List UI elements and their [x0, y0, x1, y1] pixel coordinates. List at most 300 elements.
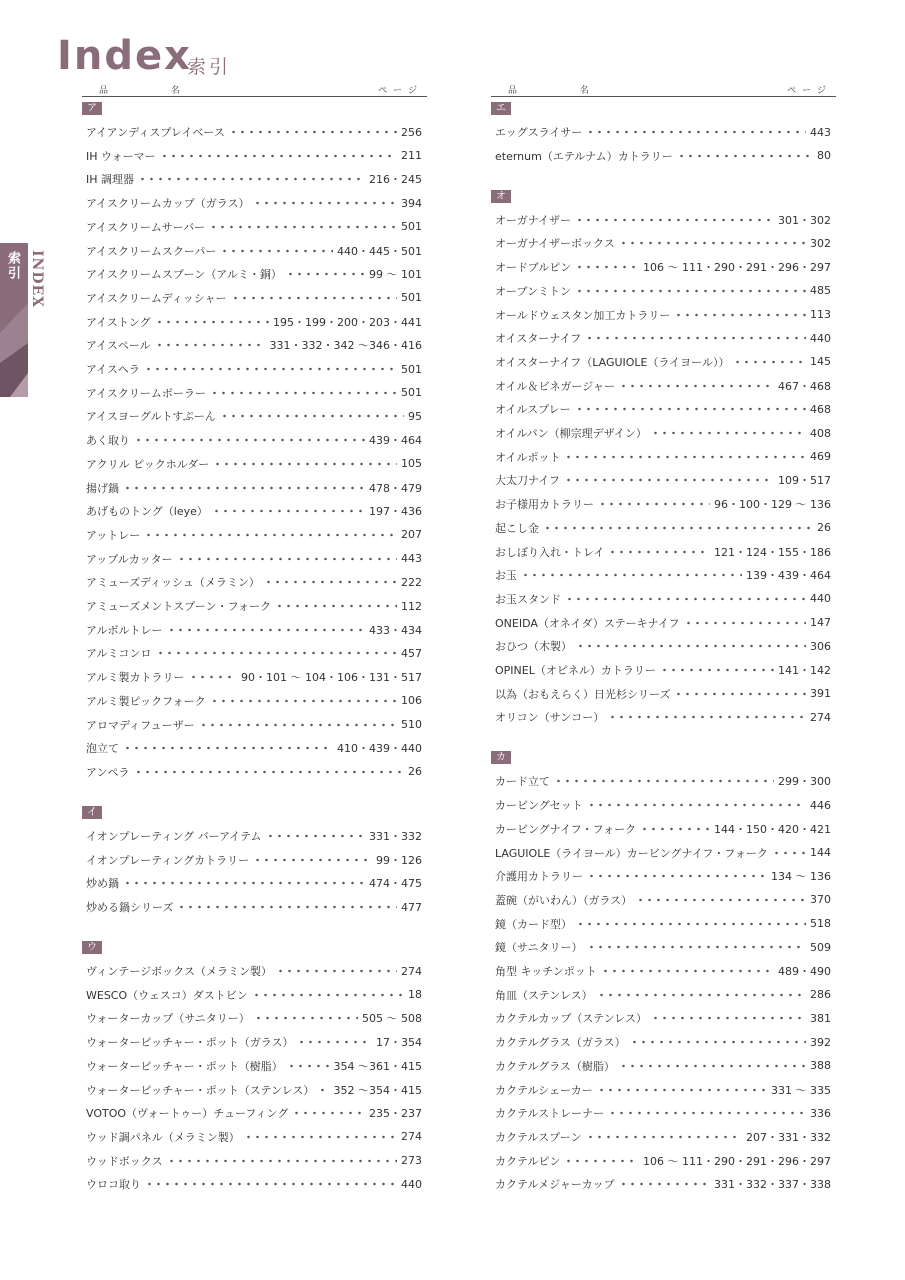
index-entry — [495, 1151, 831, 1171]
entry-name: アットレー — [86, 528, 141, 542]
entry-page: 477 — [401, 900, 422, 914]
entry-page: 501 — [401, 291, 422, 305]
entry-page: 370 — [810, 893, 831, 907]
entry-name: 鏡（サニタリー） — [495, 941, 583, 955]
leader-dots — [619, 384, 774, 388]
entry-name: オイル＆ビネガージャー — [495, 379, 616, 393]
leader-dots — [636, 898, 806, 902]
index-entry — [495, 122, 831, 142]
entry-page: 141・142 — [778, 664, 831, 677]
entry-name: お玉 — [495, 569, 517, 583]
entry-name: 鏡（カード型） — [495, 917, 572, 931]
leader-dots — [608, 550, 710, 554]
entry-name: オイスターナイフ — [495, 332, 582, 346]
index-title-ja: 索引 — [187, 56, 232, 78]
index-entry — [495, 589, 831, 609]
index-entry — [86, 643, 422, 663]
index-entry — [86, 1056, 422, 1076]
index-entry — [495, 795, 831, 815]
leader-dots — [134, 770, 404, 774]
index-entry — [495, 707, 831, 727]
index-entry — [495, 1056, 831, 1076]
leader-dots — [254, 1016, 358, 1020]
entry-name: オーガナイザー — [495, 213, 572, 227]
leader-dots — [597, 993, 806, 997]
index-entry — [495, 281, 831, 301]
entry-page: 144 — [810, 846, 831, 859]
leader-dots — [575, 265, 639, 269]
leader-dots — [565, 597, 806, 601]
index-entry — [495, 937, 831, 957]
entry-name: アイスクリームカップ（ガラス） — [86, 197, 250, 211]
entry-name: アイスヘラ — [86, 363, 140, 376]
index-entry — [86, 217, 422, 237]
index-entry — [495, 961, 831, 981]
index-entry — [495, 518, 831, 538]
index-entry — [495, 1008, 831, 1028]
leader-dots — [275, 604, 397, 608]
leader-dots — [220, 249, 333, 253]
entry-name: ウッド調パネル（メラミン製） — [86, 1130, 240, 1144]
entry-page: 440 — [810, 331, 831, 345]
section-label: イ — [82, 806, 102, 819]
leader-dots — [674, 692, 806, 696]
entry-page: 113 — [810, 308, 831, 321]
entry-page: 518 — [810, 917, 831, 931]
entry-name: ウッドボックス — [86, 1154, 163, 1168]
entry-name: アイスクリームスプーン（アルミ・銅） — [86, 268, 282, 282]
leader-dots — [684, 621, 806, 625]
index-entry — [495, 210, 831, 230]
entry-name: カクテルスプーン — [495, 1130, 582, 1144]
leader-dots — [619, 241, 806, 245]
leader-dots — [220, 414, 404, 418]
index-entry — [495, 565, 831, 585]
index-entry — [86, 826, 422, 846]
leader-dots — [145, 1182, 397, 1186]
leader-dots — [212, 509, 365, 513]
entry-page: 468 — [810, 402, 831, 416]
index-entry — [495, 819, 831, 839]
entry-page: 388 — [810, 1059, 831, 1073]
entry-page: 222 — [401, 575, 422, 589]
index-entry — [86, 596, 422, 616]
entry-page: 109・517 — [778, 474, 831, 488]
leader-dots — [608, 715, 806, 719]
leader-dots — [297, 1040, 372, 1044]
entry-page: 106 — [401, 694, 422, 708]
entry-name: WESCO（ウェスコ）ダストビン — [86, 988, 248, 1002]
leader-dots — [253, 201, 397, 205]
index-entry — [495, 494, 831, 514]
leader-dots — [287, 1064, 330, 1068]
index-entry — [86, 525, 422, 545]
leader-dots — [586, 130, 806, 134]
entry-page: 207・331・332 — [746, 1130, 831, 1144]
leader-dots — [189, 675, 237, 679]
entry-name: ウロコ取り — [86, 1178, 141, 1192]
leader-dots — [619, 1182, 710, 1186]
entry-page: 274 — [810, 710, 831, 724]
entry-name: オイスターナイフ（LAGUIOLE（ライヨール）） — [495, 355, 730, 369]
leader-dots — [564, 478, 774, 482]
entry-page: 467・468 — [778, 379, 831, 393]
entry-page: 306 — [810, 639, 831, 653]
entry-name: 泡立て — [86, 742, 119, 756]
section-label: ア — [82, 102, 102, 115]
leader-dots — [575, 407, 806, 411]
entry-page: 302 — [810, 236, 831, 250]
entry-page: 121・124・155・186 — [714, 545, 831, 559]
entry-name: カクテルグラス（ガラス） — [495, 1036, 626, 1050]
index-entry — [86, 1080, 422, 1100]
index-entry — [86, 288, 422, 308]
leader-dots — [123, 486, 365, 490]
leader-dots — [543, 526, 813, 530]
entry-name: カクテルカップ（ステンレス） — [495, 1012, 647, 1026]
index-entry — [495, 376, 831, 396]
index-entry — [86, 715, 422, 735]
leader-dots — [209, 225, 397, 229]
leader-dots — [564, 1159, 639, 1163]
entry-name: 起こし金 — [495, 521, 539, 535]
entry-page: 489・490 — [778, 965, 831, 978]
entry-page: 336 — [810, 1106, 831, 1120]
leader-dots — [318, 1088, 329, 1092]
entry-name: カクテルグラス（樹脂） — [495, 1059, 615, 1073]
entry-page: 286 — [810, 988, 831, 1002]
side-index-label: INDEX — [29, 250, 45, 309]
entry-page: 299・300 — [778, 775, 831, 789]
leader-dots — [651, 431, 806, 435]
entry-page: 331・332・342 ～346・416 — [269, 339, 422, 353]
leader-dots — [640, 827, 710, 831]
leader-dots — [155, 320, 269, 324]
index-entry — [86, 169, 422, 189]
index-entry — [495, 843, 831, 863]
index-entry — [495, 447, 831, 467]
leader-dots — [772, 851, 806, 855]
side-tab-label: 索引 — [5, 251, 20, 281]
leader-dots — [587, 874, 767, 878]
entry-page: 17・354 — [376, 1036, 422, 1050]
entry-page: 145 — [810, 355, 831, 369]
entry-page: 207 — [401, 528, 422, 542]
index-entry — [86, 241, 422, 261]
entry-name: アミューズメントスプーン・フォーク — [86, 600, 272, 613]
leader-dots — [264, 580, 397, 584]
entry-name: アイスクリームスクーパー — [86, 244, 217, 258]
leader-dots — [286, 272, 365, 276]
index-entry — [86, 478, 422, 498]
entry-name: 炒める鍋シリーズ — [86, 901, 174, 914]
entry-page: 256 — [401, 125, 422, 139]
entry-page: 408 — [810, 426, 831, 440]
entry-page: 501 — [401, 220, 422, 234]
entry-page: 274 — [401, 964, 422, 978]
entry-page: 440・445・501 — [337, 244, 422, 258]
leader-dots — [244, 1135, 397, 1139]
entry-page: 352 ～354・415 — [333, 1083, 422, 1097]
entry-name: LAGUIOLE（ライヨール）カービングナイフ・フォーク — [495, 846, 768, 860]
entry-page: 273 — [401, 1154, 422, 1168]
leader-dots — [575, 289, 806, 293]
entry-page: 410・439・440 — [337, 742, 422, 756]
index-entry — [495, 1127, 831, 1147]
index-entry — [495, 257, 831, 277]
index-entry — [495, 985, 831, 1005]
leader-dots — [266, 834, 365, 838]
index-entry — [86, 667, 422, 687]
entry-name: アイアンディスプレイベース — [86, 126, 225, 139]
entry-name: あく取り — [86, 434, 130, 448]
entry-name: オイルポット — [495, 450, 561, 464]
index-entry — [86, 1008, 422, 1028]
index-entry — [495, 660, 831, 680]
entry-page: 144・150・420・421 — [714, 822, 831, 836]
entry-page: 95 — [408, 409, 422, 423]
entry-page: 485 — [810, 284, 831, 298]
entry-page: 331・332・337・338 — [714, 1178, 831, 1192]
entry-page: 96・100・129 ～ 136 — [714, 498, 831, 512]
entry-name: オーブンミトン — [495, 284, 572, 298]
section-label: オ — [491, 190, 511, 203]
entry-page: 469 — [810, 450, 831, 464]
leader-dots — [177, 905, 397, 909]
entry-name: イオンプレーティングカトラリー — [86, 853, 250, 867]
entry-page: 197・436 — [369, 505, 422, 519]
entry-name: アイスペール — [86, 339, 151, 353]
leader-dots — [575, 218, 774, 222]
entry-page: 439・464 — [369, 434, 422, 448]
entry-name: カクテルシェーカー — [495, 1083, 593, 1097]
column-header — [82, 82, 427, 97]
entry-name: VOTOO（ヴォートゥー）チューフィング — [86, 1107, 289, 1121]
entry-name: アップルカッター — [86, 552, 173, 566]
index-entry — [86, 335, 422, 355]
entry-name: お子様用カトラリー — [495, 498, 594, 512]
leader-dots — [585, 336, 806, 340]
entry-name: イオンプレーティング バーアイテム — [86, 829, 262, 843]
entry-page: 440 — [810, 592, 831, 606]
entry-name: エッグスライサー — [495, 126, 583, 139]
entry-page: 443 — [401, 552, 422, 566]
index-entry — [495, 613, 831, 633]
entry-name: カービングナイフ・フォーク — [495, 822, 637, 836]
index-entry — [86, 430, 422, 450]
entry-name: 以為（おもえらく）日光杉シリーズ — [495, 687, 671, 701]
leader-dots — [608, 1111, 806, 1115]
entry-name: アロマディフューザー — [86, 718, 195, 732]
entry-name: カクテルピン — [495, 1154, 561, 1168]
entry-name: オールドウェスタン加工カトラリー — [495, 308, 671, 322]
entry-page: 501 — [401, 362, 422, 376]
entry-page: 440 — [401, 1177, 422, 1191]
index-entry — [495, 542, 831, 562]
leader-dots — [677, 154, 813, 158]
entry-name: アルミ製カトラリー — [86, 671, 185, 685]
entry-page: 446 — [810, 798, 831, 812]
entry-name: カービングセット — [495, 799, 583, 813]
entry-name: 介護用カトラリー — [495, 870, 583, 884]
index-entry — [86, 193, 422, 213]
index-entry — [86, 1174, 422, 1194]
entry-name: オイルスプレー — [495, 403, 571, 417]
index-entry — [86, 572, 422, 592]
index-entry — [86, 1151, 422, 1171]
entry-page: 26 — [817, 521, 831, 535]
entry-page: 26 — [408, 765, 422, 779]
entry-name: アイスクリームボーラー — [86, 386, 206, 400]
index-entry — [86, 1103, 422, 1123]
index-entry — [86, 762, 422, 782]
leader-dots — [123, 746, 333, 750]
index-entry — [86, 691, 422, 711]
leader-dots — [229, 130, 397, 134]
index-entry — [495, 470, 831, 490]
entry-page: 457 — [401, 646, 422, 660]
header-name-label: 品 名 — [99, 86, 210, 96]
entry-name: 揚げ鍋 — [86, 481, 119, 495]
entry-name: オードブルピン — [495, 261, 572, 275]
entry-name: あげものトング（leye） — [86, 505, 208, 519]
entry-page: 394 — [401, 196, 422, 210]
index-entry — [86, 454, 422, 474]
entry-name: 角皿（ステンレス） — [495, 988, 593, 1002]
entry-page: 331 ～ 335 — [771, 1083, 831, 1097]
index-entry — [495, 914, 831, 934]
index-entry — [495, 1032, 831, 1052]
leader-dots — [199, 723, 397, 727]
leader-dots — [134, 438, 365, 442]
leader-dots — [123, 881, 365, 885]
index-entry — [86, 1127, 422, 1147]
entry-name: オイルパン（柳宗理デザイン） — [495, 427, 647, 440]
index-entry — [86, 264, 422, 284]
leader-dots — [167, 1159, 397, 1163]
entry-page: 211 — [401, 149, 422, 163]
section-label: エ — [491, 102, 511, 115]
entry-name: IH 調理器 — [86, 173, 135, 187]
entry-page: 195・199・200・203・441 — [273, 315, 422, 329]
leader-dots — [521, 573, 742, 577]
entry-page: 139・439・464 — [746, 569, 831, 583]
index-entry — [86, 897, 422, 917]
entry-name: ウォーターピッチャー・ポット（ステンレス） — [86, 1083, 315, 1097]
side-index-tab — [0, 243, 28, 397]
leader-dots — [210, 699, 397, 703]
entry-page: 354 ～361・415 — [333, 1059, 422, 1073]
entry-page: 509 — [810, 940, 831, 954]
leader-dots — [276, 969, 397, 973]
entry-name: OPINEL（オピネル）カトラリー — [495, 664, 656, 677]
leader-dots — [177, 557, 397, 561]
entry-page: 235・237 — [369, 1107, 422, 1121]
entry-page: 80 — [817, 149, 831, 163]
entry-page: 505 ～ 508 — [362, 1012, 422, 1026]
index-entry — [86, 873, 422, 893]
entry-name: アイストング — [86, 315, 151, 329]
index-entry — [495, 890, 831, 910]
entry-name: アミューズディッシュ（メラミン） — [86, 576, 260, 590]
leader-dots — [564, 455, 806, 459]
leader-dots — [292, 1111, 365, 1115]
entry-page: 392 — [810, 1035, 831, 1049]
entry-page: 478・479 — [369, 481, 422, 495]
leader-dots — [587, 803, 806, 807]
index-entry — [495, 399, 831, 419]
entry-name: eternum（エテルナム）カトラリー — [495, 149, 673, 163]
entry-page: 443 — [810, 125, 831, 139]
leader-dots — [630, 1040, 806, 1044]
index-entry — [86, 985, 422, 1005]
entry-name: アイスクリームディッシャー — [86, 291, 227, 305]
index-entry — [495, 1080, 831, 1100]
entry-name: 大太刀ナイフ — [495, 474, 560, 488]
entry-name: ウォーターピッチャー・ポット（樹脂） — [86, 1059, 283, 1073]
leader-dots — [144, 367, 397, 371]
entry-page: 112 — [401, 599, 422, 613]
leader-dots — [156, 651, 397, 655]
entry-name: ONEIDA（オネイダ）ステーキナイフ — [495, 616, 680, 630]
index-entry — [495, 636, 831, 656]
entry-name: お玉スタンド — [495, 592, 561, 606]
index-entry — [495, 771, 831, 791]
leader-dots — [586, 1135, 742, 1139]
leader-dots — [619, 1064, 806, 1068]
leader-dots — [651, 1016, 806, 1020]
entry-name: ウォーターカップ（サニタリー） — [86, 1012, 250, 1026]
entry-page: 391 — [810, 687, 831, 701]
entry-name: オーガナイザーボックス — [495, 237, 615, 251]
index-entry — [86, 1032, 422, 1052]
entry-page: 134 ～ 136 — [771, 870, 831, 884]
entry-name: IH ウォーマー — [86, 149, 156, 163]
leader-dots — [213, 462, 397, 466]
index-entry — [495, 352, 831, 372]
index-entry — [86, 620, 422, 640]
leader-dots — [160, 154, 397, 158]
leader-dots — [138, 177, 365, 181]
leader-dots — [598, 502, 710, 506]
entry-page: 433・434 — [369, 623, 422, 637]
entry-page: 501 — [401, 386, 422, 400]
leader-dots — [144, 533, 397, 537]
leader-dots — [660, 668, 774, 672]
leader-dots — [597, 1088, 767, 1092]
index-entry — [495, 423, 831, 443]
header-page-label: ページ — [787, 86, 832, 96]
entry-name: カクテルメジャーカップ — [495, 1178, 615, 1192]
entry-name: 炒め鍋 — [86, 877, 119, 891]
leader-dots — [733, 360, 806, 364]
index-entry — [86, 359, 422, 379]
index-entry — [86, 961, 422, 981]
entry-name: ヴィンテージボックス（メラミン製） — [86, 965, 273, 978]
leader-dots — [587, 945, 806, 949]
entry-page: 90・101 ～ 104・106・131・517 — [241, 671, 422, 685]
entry-name: おひつ（木製） — [495, 640, 572, 654]
leader-dots — [252, 993, 404, 997]
entry-name: アイスヨーグルトすぷーん — [86, 410, 216, 424]
leader-dots — [554, 779, 774, 783]
entry-page: 216・245 — [369, 173, 422, 187]
section-label: ウ — [82, 941, 102, 954]
section-label: カ — [491, 751, 511, 764]
entry-page: 106 ～ 111・290・291・296・297 — [643, 1154, 831, 1168]
index-entry — [495, 305, 831, 325]
entry-page: 99・126 — [376, 853, 422, 867]
